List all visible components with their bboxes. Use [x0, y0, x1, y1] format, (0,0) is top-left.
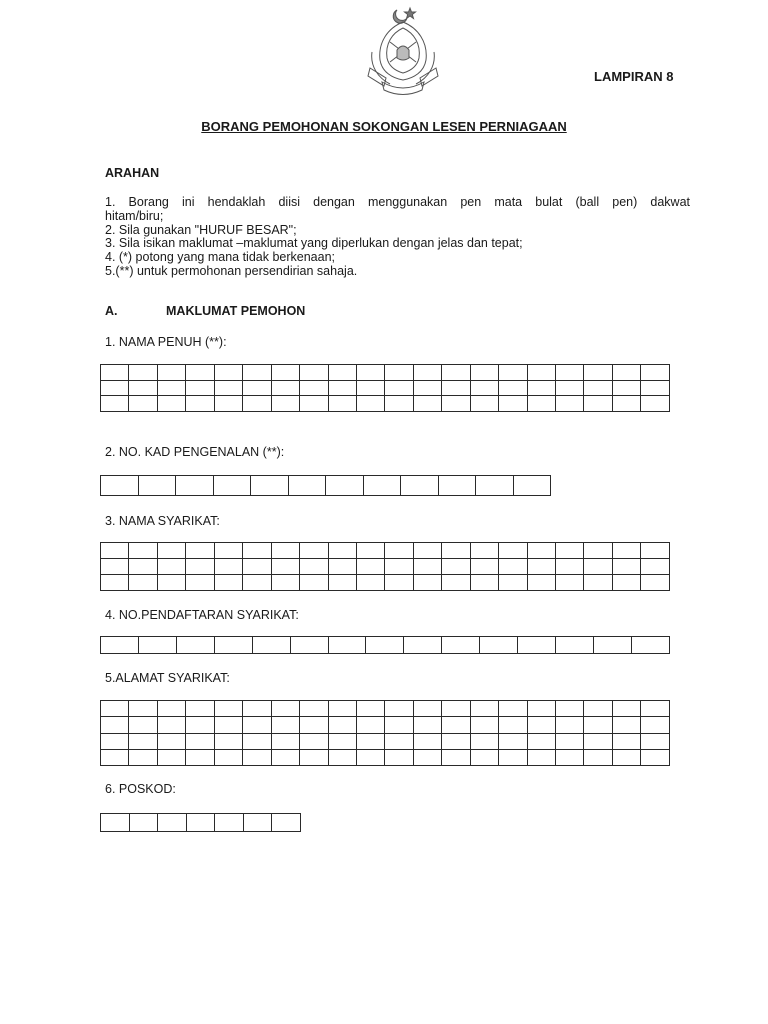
- character-box[interactable]: [271, 717, 299, 733]
- character-box[interactable]: [584, 701, 612, 717]
- character-box[interactable]: [470, 575, 498, 591]
- character-box[interactable]: [556, 365, 584, 381]
- character-box[interactable]: [612, 575, 640, 591]
- character-box[interactable]: [243, 559, 271, 575]
- character-box[interactable]: [243, 575, 271, 591]
- character-box[interactable]: [243, 365, 271, 381]
- character-box[interactable]: [413, 365, 441, 381]
- character-box[interactable]: [186, 543, 214, 559]
- section-letter: A.: [105, 304, 118, 318]
- character-box[interactable]: [527, 380, 555, 396]
- character-box[interactable]: [328, 575, 356, 591]
- character-box[interactable]: [214, 717, 242, 733]
- character-box[interactable]: [556, 559, 584, 575]
- character-box[interactable]: [129, 380, 157, 396]
- character-box[interactable]: [401, 476, 439, 496]
- character-box[interactable]: [356, 749, 384, 765]
- instruction-item: 1. Borang ini hendaklah diisi dengan menggunakan pen mata bulat (ball pen) dakwat: [105, 195, 690, 209]
- instructions-heading: ARAHAN: [105, 166, 160, 180]
- character-box[interactable]: [243, 380, 271, 396]
- character-box[interactable]: [556, 543, 584, 559]
- character-box[interactable]: [584, 380, 612, 396]
- character-box[interactable]: [214, 365, 242, 381]
- character-box[interactable]: [215, 814, 244, 832]
- character-box[interactable]: [214, 749, 242, 765]
- character-box[interactable]: [584, 575, 612, 591]
- character-box[interactable]: [300, 396, 328, 412]
- character-box[interactable]: [328, 396, 356, 412]
- character-box[interactable]: [513, 476, 551, 496]
- character-box[interactable]: [129, 543, 157, 559]
- character-box[interactable]: [556, 575, 584, 591]
- character-box[interactable]: [243, 701, 271, 717]
- character-box[interactable]: [186, 575, 214, 591]
- character-box[interactable]: [300, 575, 328, 591]
- character-box[interactable]: [470, 543, 498, 559]
- nama-penuh-grid[interactable]: [100, 364, 670, 412]
- character-box[interactable]: [470, 559, 498, 575]
- character-box[interactable]: [328, 749, 356, 765]
- character-box[interactable]: [243, 543, 271, 559]
- character-box[interactable]: [356, 575, 384, 591]
- character-box[interactable]: [157, 717, 185, 733]
- character-box[interactable]: [101, 814, 130, 832]
- character-box[interactable]: [271, 559, 299, 575]
- character-box[interactable]: [129, 814, 158, 832]
- character-box[interactable]: [527, 365, 555, 381]
- character-box[interactable]: [612, 380, 640, 396]
- character-box[interactable]: [101, 701, 129, 717]
- character-box[interactable]: [612, 543, 640, 559]
- character-box[interactable]: [584, 559, 612, 575]
- character-box[interactable]: [584, 717, 612, 733]
- character-box[interactable]: [272, 814, 301, 832]
- instructions-list: [105, 196, 690, 279]
- character-box[interactable]: [328, 733, 356, 749]
- field-label-kad-pengenalan: 2. NO. KAD PENGENALAN (**):: [105, 445, 285, 459]
- character-box[interactable]: [214, 559, 242, 575]
- character-box[interactable]: [157, 575, 185, 591]
- character-box[interactable]: [499, 717, 527, 733]
- character-box[interactable]: [413, 543, 441, 559]
- character-box[interactable]: [157, 749, 185, 765]
- character-box[interactable]: [413, 396, 441, 412]
- character-box[interactable]: [527, 559, 555, 575]
- instruction-item: 5.(**) untuk permohonan persendirian sahaja.: [105, 263, 358, 278]
- character-box[interactable]: [243, 733, 271, 749]
- kad-pengenalan-grid[interactable]: [100, 475, 551, 496]
- instruction-item: 2. Sila gunakan "HURUF BESAR";: [105, 222, 297, 237]
- character-box[interactable]: [438, 476, 476, 496]
- character-box[interactable]: [612, 733, 640, 749]
- character-box[interactable]: [186, 749, 214, 765]
- character-box[interactable]: [101, 749, 129, 765]
- character-box[interactable]: [186, 814, 215, 832]
- character-box[interactable]: [527, 749, 555, 765]
- instruction-item: hitam/biru;: [105, 208, 164, 223]
- field-label-no-pendaftaran: 4. NO.PENDAFTARAN SYARIKAT:: [105, 608, 299, 622]
- character-box[interactable]: [101, 476, 139, 496]
- character-box[interactable]: [641, 575, 670, 591]
- character-box[interactable]: [158, 814, 187, 832]
- character-box[interactable]: [631, 637, 669, 654]
- character-box[interactable]: [612, 749, 640, 765]
- character-box[interactable]: [527, 733, 555, 749]
- character-box[interactable]: [129, 575, 157, 591]
- character-box[interactable]: [326, 476, 364, 496]
- character-box[interactable]: [385, 365, 413, 381]
- character-box[interactable]: [442, 543, 470, 559]
- character-box[interactable]: [129, 701, 157, 717]
- section-title: MAKLUMAT PEMOHON: [166, 304, 306, 318]
- character-box[interactable]: [300, 380, 328, 396]
- character-box[interactable]: [288, 476, 326, 496]
- character-box[interactable]: [271, 365, 299, 381]
- character-box[interactable]: [129, 733, 157, 749]
- character-box[interactable]: [413, 733, 441, 749]
- character-box[interactable]: [129, 365, 157, 381]
- character-box[interactable]: [157, 380, 185, 396]
- character-box[interactable]: [271, 701, 299, 717]
- character-box[interactable]: [584, 543, 612, 559]
- character-box[interactable]: [612, 365, 640, 381]
- character-box[interactable]: [556, 637, 594, 654]
- character-box[interactable]: [641, 380, 670, 396]
- character-box[interactable]: [300, 365, 328, 381]
- character-box[interactable]: [385, 559, 413, 575]
- character-box[interactable]: [271, 396, 299, 412]
- character-box[interactable]: [527, 575, 555, 591]
- form-title: BORANG PEMOHONAN SOKONGAN LESEN PERNIAGAAN: [201, 119, 567, 134]
- character-box[interactable]: [556, 380, 584, 396]
- character-box[interactable]: [129, 717, 157, 733]
- character-box[interactable]: [442, 717, 470, 733]
- character-box[interactable]: [328, 717, 356, 733]
- character-box[interactable]: [470, 733, 498, 749]
- character-box[interactable]: [641, 749, 670, 765]
- character-box[interactable]: [328, 701, 356, 717]
- character-box[interactable]: [101, 396, 129, 412]
- character-box[interactable]: [527, 543, 555, 559]
- character-box[interactable]: [157, 559, 185, 575]
- character-box[interactable]: [470, 717, 498, 733]
- character-box[interactable]: [593, 637, 631, 654]
- character-box[interactable]: [612, 559, 640, 575]
- character-box[interactable]: [356, 543, 384, 559]
- character-box[interactable]: [214, 396, 242, 412]
- character-box[interactable]: [300, 701, 328, 717]
- character-box[interactable]: [186, 559, 214, 575]
- character-box[interactable]: [385, 396, 413, 412]
- malaysian-police-crest-icon: [364, 4, 442, 96]
- character-box[interactable]: [101, 575, 129, 591]
- character-box[interactable]: [556, 749, 584, 765]
- character-box[interactable]: [413, 559, 441, 575]
- character-box[interactable]: [214, 575, 242, 591]
- character-box[interactable]: [328, 637, 366, 654]
- character-box[interactable]: [271, 380, 299, 396]
- character-box[interactable]: [442, 749, 470, 765]
- character-box[interactable]: [527, 701, 555, 717]
- character-box[interactable]: [186, 396, 214, 412]
- character-box[interactable]: [328, 365, 356, 381]
- character-box[interactable]: [518, 637, 556, 654]
- character-box[interactable]: [366, 637, 404, 654]
- character-box[interactable]: [300, 717, 328, 733]
- character-box[interactable]: [271, 575, 299, 591]
- character-box[interactable]: [499, 575, 527, 591]
- instruction-item: 4. (*) potong yang mana tidak berkenaan;: [105, 250, 336, 265]
- character-box[interactable]: [243, 396, 271, 412]
- character-box[interactable]: [442, 701, 470, 717]
- character-box[interactable]: [243, 749, 271, 765]
- character-box[interactable]: [356, 733, 384, 749]
- poskod-grid[interactable]: [100, 813, 301, 832]
- character-box[interactable]: [251, 476, 289, 496]
- alamat-syarikat-grid[interactable]: [100, 700, 670, 766]
- character-box[interactable]: [300, 543, 328, 559]
- character-box[interactable]: [385, 717, 413, 733]
- character-box[interactable]: [271, 733, 299, 749]
- character-box[interactable]: [413, 701, 441, 717]
- character-box[interactable]: [176, 476, 214, 496]
- character-box[interactable]: [470, 749, 498, 765]
- character-box[interactable]: [470, 701, 498, 717]
- character-box[interactable]: [300, 749, 328, 765]
- character-box[interactable]: [413, 380, 441, 396]
- character-box[interactable]: [442, 396, 470, 412]
- character-box[interactable]: [252, 637, 290, 654]
- character-box[interactable]: [186, 380, 214, 396]
- character-box[interactable]: [138, 476, 176, 496]
- character-box[interactable]: [328, 380, 356, 396]
- character-box[interactable]: [214, 701, 242, 717]
- character-box[interactable]: [290, 637, 328, 654]
- character-box[interactable]: [186, 701, 214, 717]
- character-box[interactable]: [271, 543, 299, 559]
- character-box[interactable]: [641, 559, 670, 575]
- character-box[interactable]: [584, 365, 612, 381]
- character-box[interactable]: [328, 543, 356, 559]
- character-box[interactable]: [214, 543, 242, 559]
- character-box[interactable]: [584, 749, 612, 765]
- character-box[interactable]: [413, 575, 441, 591]
- character-box[interactable]: [527, 717, 555, 733]
- character-box[interactable]: [356, 717, 384, 733]
- character-box[interactable]: [641, 733, 670, 749]
- character-box[interactable]: [300, 733, 328, 749]
- field-label-nama-penuh: 1. NAMA PENUH (**):: [105, 335, 227, 349]
- character-box[interactable]: [356, 396, 384, 412]
- character-box[interactable]: [176, 637, 214, 654]
- character-box[interactable]: [385, 380, 413, 396]
- lampiran-label: LAMPIRAN 8: [594, 69, 674, 84]
- character-box[interactable]: [442, 733, 470, 749]
- character-box[interactable]: [385, 543, 413, 559]
- character-box[interactable]: [612, 717, 640, 733]
- character-box[interactable]: [527, 396, 555, 412]
- character-box[interactable]: [556, 717, 584, 733]
- character-box[interactable]: [404, 637, 442, 654]
- character-box[interactable]: [499, 365, 527, 381]
- character-box[interactable]: [214, 733, 242, 749]
- character-box[interactable]: [556, 733, 584, 749]
- character-box[interactable]: [129, 396, 157, 412]
- character-box[interactable]: [300, 559, 328, 575]
- character-box[interactable]: [470, 380, 498, 396]
- field-label-alamat-syarikat: 5.ALAMAT SYARIKAT:: [105, 671, 230, 685]
- instruction-item: 3. Sila isikan maklumat –maklumat yang diperlukan dengan jelas dan tepat;: [105, 236, 523, 251]
- character-box[interactable]: [584, 733, 612, 749]
- character-box[interactable]: [328, 559, 356, 575]
- character-box[interactable]: [356, 559, 384, 575]
- character-box[interactable]: [499, 396, 527, 412]
- character-box[interactable]: [442, 559, 470, 575]
- character-box[interactable]: [213, 476, 251, 496]
- nama-syarikat-grid[interactable]: [100, 542, 670, 591]
- character-box[interactable]: [129, 749, 157, 765]
- character-box[interactable]: [157, 396, 185, 412]
- character-box[interactable]: [442, 575, 470, 591]
- character-box[interactable]: [243, 814, 272, 832]
- character-box[interactable]: [641, 365, 670, 381]
- character-box[interactable]: [442, 380, 470, 396]
- character-box[interactable]: [214, 637, 252, 654]
- character-box[interactable]: [363, 476, 401, 496]
- character-box[interactable]: [356, 365, 384, 381]
- character-box[interactable]: [101, 380, 129, 396]
- character-box[interactable]: [470, 396, 498, 412]
- character-box[interactable]: [385, 701, 413, 717]
- character-box[interactable]: [499, 559, 527, 575]
- character-box[interactable]: [476, 476, 514, 496]
- character-box[interactable]: [556, 396, 584, 412]
- character-box[interactable]: [214, 380, 242, 396]
- character-box[interactable]: [129, 559, 157, 575]
- character-box[interactable]: [385, 749, 413, 765]
- character-box[interactable]: [186, 365, 214, 381]
- character-box[interactable]: [499, 749, 527, 765]
- character-box[interactable]: [101, 637, 139, 654]
- character-box[interactable]: [413, 717, 441, 733]
- character-box[interactable]: [499, 733, 527, 749]
- character-box[interactable]: [442, 637, 480, 654]
- character-box[interactable]: [157, 543, 185, 559]
- character-box[interactable]: [480, 637, 518, 654]
- character-box[interactable]: [271, 749, 299, 765]
- character-box[interactable]: [556, 701, 584, 717]
- character-box[interactable]: [385, 733, 413, 749]
- character-box[interactable]: [584, 396, 612, 412]
- character-box[interactable]: [499, 543, 527, 559]
- character-box[interactable]: [157, 701, 185, 717]
- character-box[interactable]: [641, 701, 670, 717]
- character-box[interactable]: [243, 717, 271, 733]
- character-box[interactable]: [612, 396, 640, 412]
- character-box[interactable]: [612, 701, 640, 717]
- character-box[interactable]: [641, 396, 670, 412]
- character-box[interactable]: [157, 365, 185, 381]
- character-box[interactable]: [101, 559, 129, 575]
- field-label-poskod: 6. POSKOD:: [105, 782, 176, 796]
- character-box[interactable]: [186, 717, 214, 733]
- character-box[interactable]: [413, 749, 441, 765]
- character-box[interactable]: [641, 543, 670, 559]
- character-box[interactable]: [101, 717, 129, 733]
- character-box[interactable]: [138, 637, 176, 654]
- character-box[interactable]: [499, 701, 527, 717]
- character-box[interactable]: [385, 575, 413, 591]
- character-box[interactable]: [641, 717, 670, 733]
- character-box[interactable]: [101, 733, 129, 749]
- no-pendaftaran-grid[interactable]: [100, 636, 670, 654]
- character-box[interactable]: [470, 365, 498, 381]
- character-box[interactable]: [356, 380, 384, 396]
- field-label-nama-syarikat: 3. NAMA SYARIKAT:: [105, 514, 220, 528]
- section-heading: [105, 304, 305, 318]
- character-box[interactable]: [101, 365, 129, 381]
- character-box[interactable]: [157, 733, 185, 749]
- character-box[interactable]: [356, 701, 384, 717]
- character-box[interactable]: [186, 733, 214, 749]
- character-box[interactable]: [442, 365, 470, 381]
- character-box[interactable]: [101, 543, 129, 559]
- character-box[interactable]: [499, 380, 527, 396]
